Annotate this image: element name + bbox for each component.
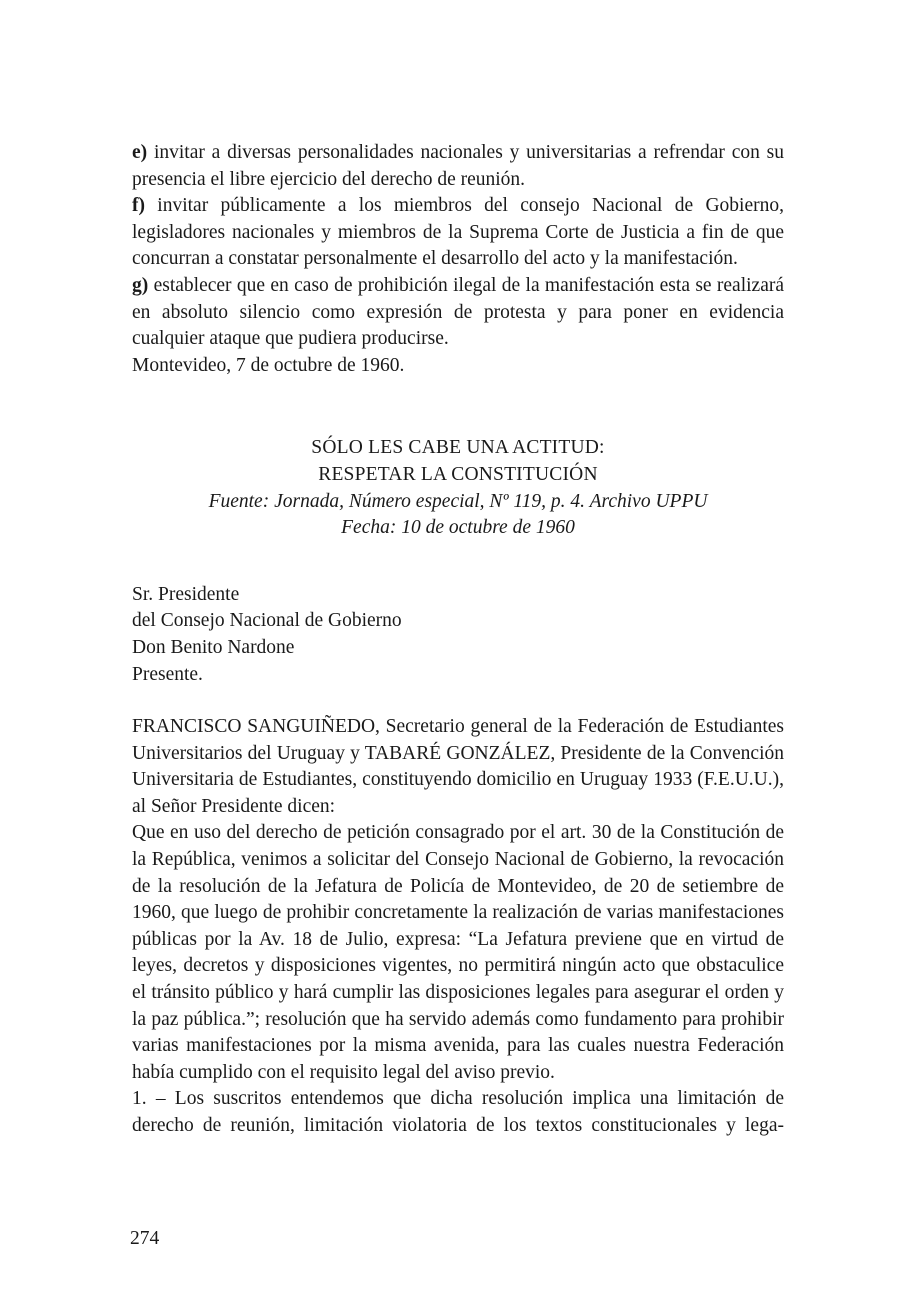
list-item-e — [132, 140, 784, 193]
address-line: Sr. Presidente — [132, 583, 240, 605]
address-block — [132, 582, 784, 688]
body-text — [132, 714, 784, 1140]
list-item-letter: g) — [132, 274, 149, 296]
page-content — [132, 140, 784, 1140]
body-paragraph: Que en uso del derecho de petición consagrado por el art. 30 de la Constitución de la República, venimos a solicitar del Consejo Nacional de Gobierno, la revocación de la resolución de la Jefatura de Policía de Montevideo, de 20 de setiembre de 1960, que luego de prohibir concretamente la realización de varias manifestaciones públicas por la Av. 18 de Julio, expresa: “La Jefatura previene que en virtud de leyes, decretos y disposiciones vigentes, no permitirá ningún acto que obstaculice el tránsito público y hará cumplir las disposiciones legales para asegurar el orden y la paz pública.”; resolución que ha servido además como fundamento para prohibir varias manifestaciones por la misma avenida, para las cuales nuestra Federación había cumplido con el requisito legal del aviso previo. — [132, 822, 784, 1083]
list-item-text: invitar a diversas personalidades nacionales y universitarias a refrendar con su presencia el libre ejercicio del derecho de reunión. — [132, 142, 784, 190]
address-line: del Consejo Nacional de Gobierno — [132, 610, 402, 632]
list-item-text: invitar públicamente a los miembros del consejo Nacional de Gobierno, legisladores nacionales y miembros de la Suprema Corte de Justicia a fin de que concurran a constatar personalmente el desarrollo del acto y la manifestación. — [132, 195, 784, 270]
address-line: Don Benito Nardone — [132, 636, 295, 658]
list-item-letter: e) — [132, 142, 148, 163]
section-date: Fecha: 10 de octubre de 1960 — [341, 517, 575, 539]
list-item-text: establecer que en caso de prohibición ilegal de la manifestación esta se realizará en absoluto silencio como expresión de protesta y para poner en evidencia cualquier ataque que pudiera producirse. — [132, 274, 784, 350]
closing-date: Montevideo, 7 de octubre de 1960. — [132, 354, 405, 376]
body-paragraph: FRANCISCO SANGUIÑEDO, Secretario general de la Federación de Estudiantes Universitarios del Uruguay y TABARÉ GONZÁLEZ, Presidente de la Convención Universitaria de Estudiantes, constituyendo domicilio en Uruguay 1933 (F.E.U.U.), al Señor Presidente dicen: — [132, 716, 784, 817]
list-item-g — [132, 273, 784, 353]
address-line: Presente. — [132, 663, 203, 685]
section-title-line-2: RESPETAR LA CONSTITUCIÓN — [318, 463, 598, 485]
list-item-f — [132, 193, 784, 273]
section-heading — [132, 435, 784, 541]
body-paragraph: 1. – Los suscritos entendemos que dicha resolución implica una limitación de derecho de reunión, limitación violatoria de los textos constitucionales y lega- — [132, 1088, 784, 1136]
page-number: 274 — [130, 1228, 160, 1249]
section-title-line-1: SÓLO LES CABE UNA ACTITUD: — [311, 437, 605, 459]
section-source: Fuente: Jornada, Número especial, Nº 119, p. 4. Archivo UPPU — [208, 490, 708, 512]
list-item-letter: f) — [132, 195, 145, 217]
